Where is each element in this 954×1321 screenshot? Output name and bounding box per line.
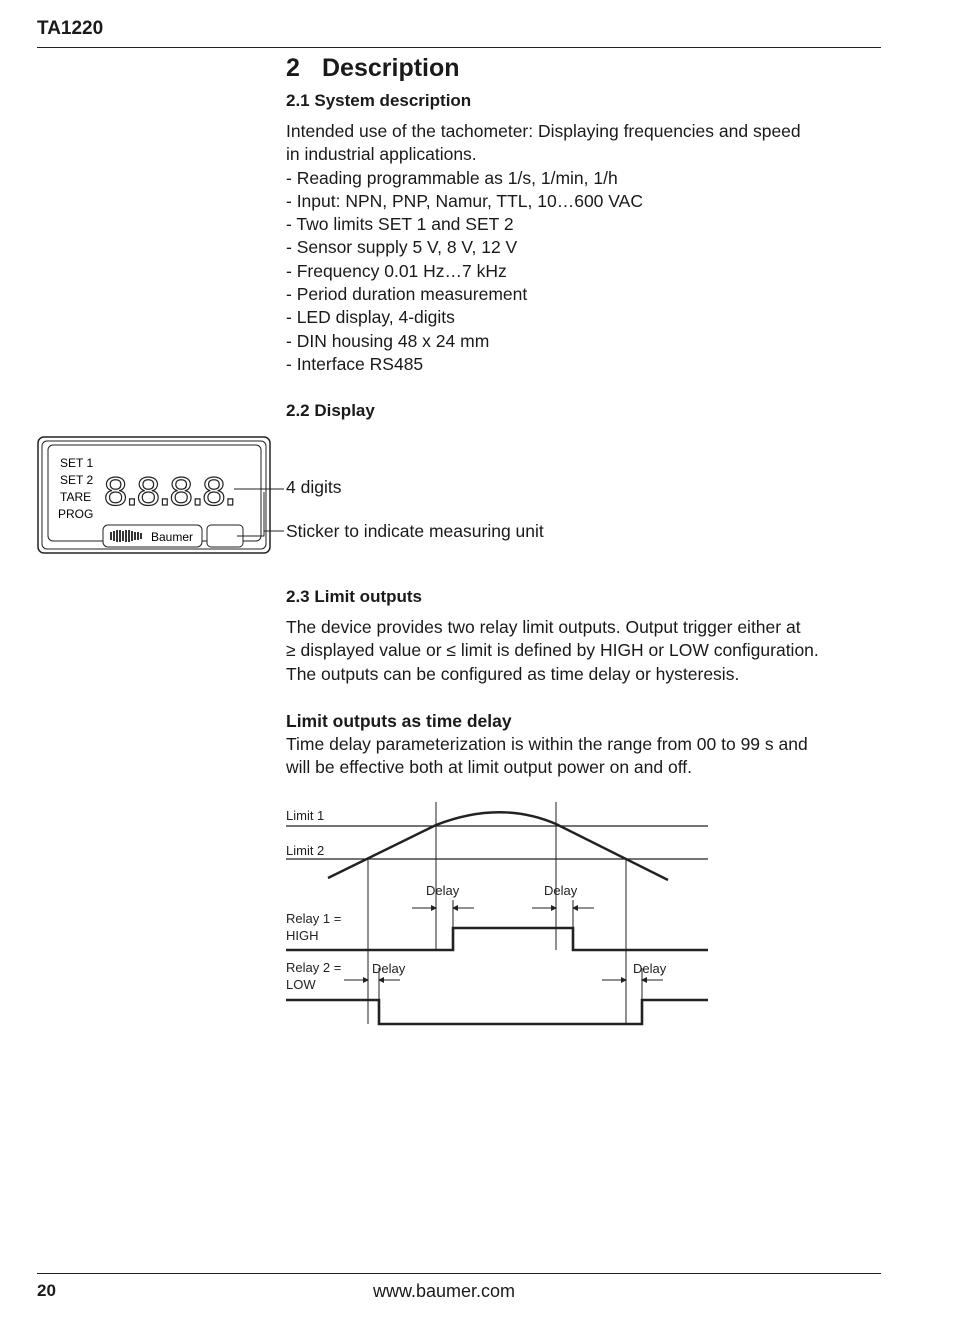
leader-lines-extension — [244, 478, 286, 532]
heading-system-description: 2.1 System description — [286, 91, 472, 110]
seven-segment-digits: 8.8.8.8. — [103, 470, 243, 518]
paragraph-line: Time delay parameterization is within the range from 00 to 99 s and — [286, 734, 808, 754]
relay2-label-line1: Relay 2 = — [286, 960, 342, 975]
intro-line: in industrial applications. — [286, 144, 477, 165]
heading-limit-outputs: 2.3 Limit outputs — [286, 587, 422, 606]
paragraph-line: The device provides two relay limit outputs. Output trigger either at — [286, 617, 801, 637]
document-id: TA1220 — [37, 18, 104, 39]
page-number: 20 — [37, 1281, 56, 1300]
feature-item: - Sensor supply 5 V, 8 V, 12 V — [286, 237, 518, 258]
paragraph-line: The outputs can be configured as time delay or hysteresis. — [286, 663, 740, 684]
delay-label: Delay — [426, 883, 460, 898]
label-sticker: Sticker to indicate measuring unit — [286, 521, 544, 541]
relay1-label-line2: HIGH — [286, 928, 319, 943]
heading-display: 2.2 Display — [286, 401, 375, 420]
header-rule — [37, 47, 881, 48]
paragraph-line: ≥ displayed value or ≤ limit is defined by HIGH or LOW configuration. — [286, 640, 819, 661]
delay-label: Delay — [633, 961, 667, 976]
intro-line: Intended use of the tachometer: Displaying frequencies and speed — [286, 121, 801, 141]
footer-rule — [37, 1273, 881, 1274]
relay1-waveform — [286, 928, 708, 950]
set1-indicator: SET 1 — [60, 456, 94, 470]
section-title-text: Description — [322, 54, 460, 82]
event-markers — [368, 802, 642, 1024]
feature-item: - Interface RS485 — [286, 353, 424, 374]
feature-item: - Input: NPN, PNP, Namur, TTL, 10…600 VAC — [286, 190, 643, 211]
brand-name: Baumer — [151, 530, 194, 544]
signal-curve — [328, 812, 668, 880]
feature-item: - Two limits SET 1 and SET 2 — [286, 214, 514, 235]
device-display-illustration — [37, 436, 271, 554]
limit1-label: Limit 1 — [286, 808, 325, 823]
feature-item: - LED display, 4-digits — [286, 307, 455, 328]
limit2-label: Limit 2 — [286, 843, 325, 858]
tare-indicator: TARE — [60, 490, 92, 504]
feature-item: - Frequency 0.01 Hz…7 kHz — [286, 260, 507, 281]
subheading-time-delay: Limit outputs as time delay — [286, 711, 512, 731]
delay-label: Delay — [372, 961, 406, 976]
prog-indicator: PROG — [58, 507, 94, 521]
set2-indicator: SET 2 — [60, 473, 94, 487]
relay1-label-line1: Relay 1 = — [286, 911, 342, 926]
timing-diagram — [280, 800, 720, 1032]
section-number: 2 — [286, 54, 300, 82]
delay-label: Delay — [544, 883, 578, 898]
limit-outputs-text — [286, 616, 819, 686]
section-title — [286, 54, 460, 83]
relay2-waveform — [286, 1000, 708, 1024]
feature-item: - DIN housing 48 x 24 mm — [286, 330, 490, 351]
label-4-digits: 4 digits — [286, 477, 342, 497]
feature-item: - Period duration measurement — [286, 284, 528, 305]
paragraph-line: will be effective both at limit output power on and off. — [286, 757, 692, 778]
website-url: www.baumer.com — [373, 1281, 516, 1301]
system-description-text — [286, 120, 801, 376]
relay2-label-line2: LOW — [286, 977, 316, 992]
feature-item: - Reading programmable as 1/s, 1/min, 1/h — [286, 167, 618, 188]
time-delay-text — [286, 733, 808, 780]
